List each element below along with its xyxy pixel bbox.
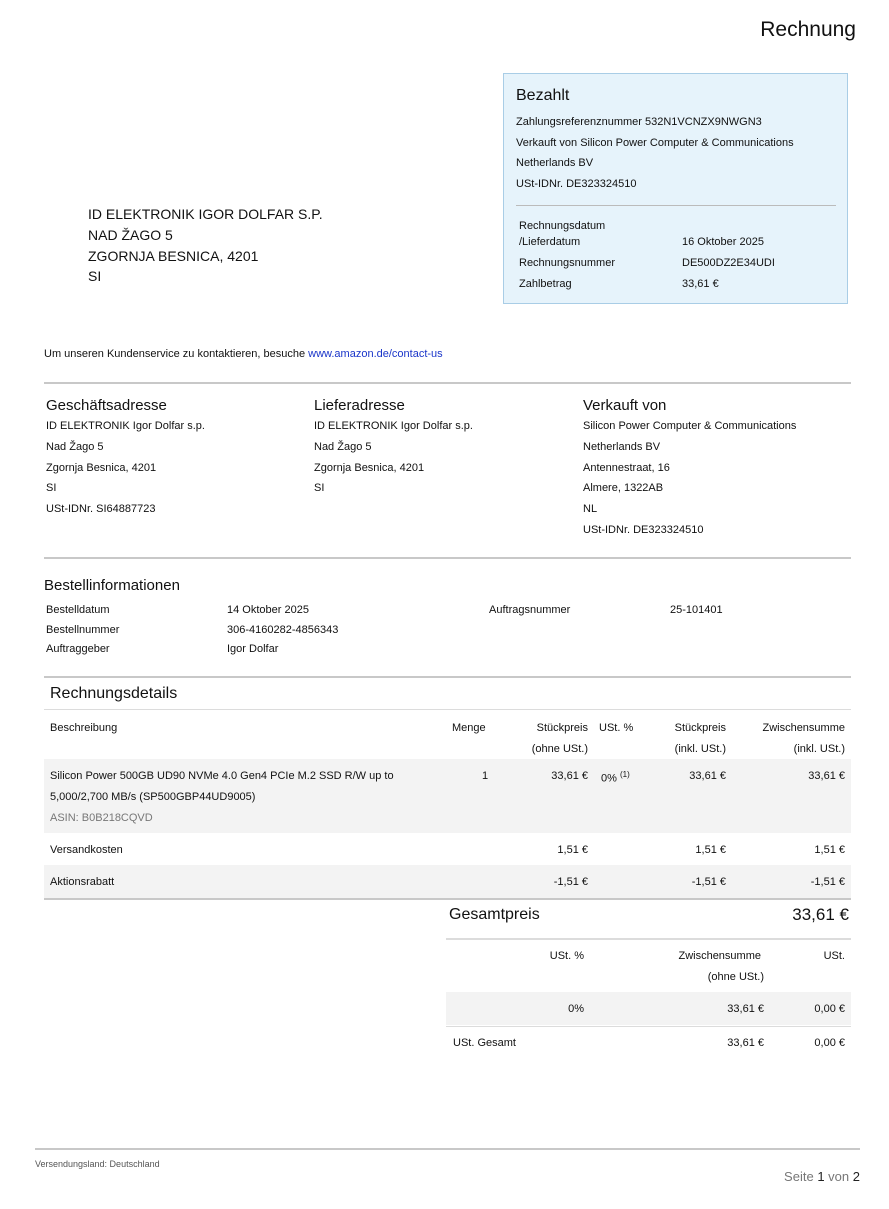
invoice-number-label: Rechnungsnummer — [519, 257, 615, 269]
total-value: 33,61 € — [792, 905, 849, 924]
vat-row — [446, 992, 851, 1025]
shipping-line: Zgornja Besnica, 4201 — [314, 462, 425, 474]
divider — [44, 898, 851, 900]
billing-heading: Geschäftsadresse — [46, 397, 167, 414]
discount-unit-gross: -1,51 € — [691, 876, 726, 888]
vat-total-subtotal: 33,61 € — [727, 1037, 764, 1049]
header-subtotal-note: (inkl. USt.) — [793, 743, 845, 755]
invoice-date-value: 16 Oktober 2025 — [682, 236, 764, 248]
item-quantity: 1 — [482, 770, 489, 782]
order-info-heading: Bestellinformationen — [44, 577, 180, 594]
buyer-label: Auftraggeber — [46, 643, 110, 655]
seller-line: Antennestraat, 16 — [583, 462, 670, 474]
seller-line: Netherlands BV — [583, 441, 661, 453]
shipping-unit-net: 1,51 € — [557, 844, 588, 856]
invoice-date-label: Rechnungsdatum — [519, 220, 606, 232]
vat-rate-header: USt. % — [549, 950, 584, 962]
divider — [446, 938, 851, 940]
item-vat-rate — [601, 770, 630, 785]
item-subtotal: 33,61 € — [808, 770, 845, 782]
total-label: Gesamtpreis — [449, 906, 540, 923]
order-date-value: 14 Oktober 2025 — [227, 604, 309, 616]
order-number-value: 306-4160282-4856343 — [227, 624, 339, 636]
item-unit-gross: 33,61 € — [689, 770, 726, 782]
seller-heading: Verkauft von — [583, 397, 667, 414]
seller-vat-id: USt-IDNr. DE323324510 — [516, 178, 637, 190]
shipping-line: Nad Žago 5 — [314, 441, 372, 453]
contact-note — [44, 348, 443, 360]
vat-subtotal-header: Zwischensumme — [678, 950, 761, 962]
discount-subtotal: -1,51 € — [810, 876, 845, 888]
order-date-label: Bestelldatum — [46, 604, 110, 616]
shipping-heading: Lieferadresse — [314, 397, 405, 414]
item-vat-value: 0% — [601, 772, 617, 785]
header-subtotal: Zwischensumme — [762, 722, 845, 734]
discount-unit-net: -1,51 € — [553, 876, 588, 888]
vat-total-label: USt. Gesamt — [453, 1037, 516, 1049]
seller-line-2: Netherlands BV — [516, 157, 594, 169]
page-word: Seite — [784, 1169, 814, 1184]
recipient-line: NAD ŽAGO 5 — [88, 227, 173, 243]
shipping-subtotal: 1,51 € — [814, 844, 845, 856]
order-number-label: Bestellnummer — [46, 624, 120, 636]
page-indicator — [784, 1169, 860, 1184]
vat-row-rate: 0% — [568, 1003, 584, 1015]
footer-divider — [35, 1148, 860, 1150]
invoice-number-value: DE500DZ2E34UDI — [682, 257, 775, 269]
divider — [44, 676, 851, 678]
billing-line: SI — [46, 482, 57, 494]
delivery-date-label: /Lieferdatum — [519, 236, 581, 248]
billing-line: ID ELEKTRONIK Igor Dolfar s.p. — [46, 420, 205, 432]
paid-heading: Bezahlt — [516, 87, 570, 104]
seller-line: NL — [583, 503, 598, 515]
recipient-line: ZGORNJA BESNICA, 4201 — [88, 248, 259, 264]
item-unit-net: 33,61 € — [551, 770, 588, 782]
vat-row-amount: 0,00 € — [814, 1003, 845, 1015]
vat-row-subtotal: 33,61 € — [727, 1003, 764, 1015]
job-number-value: 25-101401 — [670, 604, 723, 616]
amount-label: Zahlbetrag — [519, 278, 572, 290]
buyer-value: Igor Dolfar — [227, 643, 279, 655]
shipping-line: SI — [314, 482, 325, 494]
shipping-cost-label: Versandkosten — [50, 844, 123, 856]
item-description-line-1: Silicon Power 500GB UD90 NVMe 4.0 Gen4 PCIe M.2 SSD R/W up to — [50, 770, 394, 782]
contact-text: Um unseren Kundenservice zu kontaktieren, besuche — [44, 348, 309, 360]
seller-line-1: Verkauft von Silicon Power Computer & Communications — [516, 137, 794, 149]
vat-amount-header: USt. — [823, 950, 845, 962]
recipient-line: ID ELEKTRONIK IGOR DOLFAR S.P. — [88, 206, 323, 222]
page-number: 1 — [817, 1169, 825, 1184]
recipient-line: SI — [88, 268, 102, 284]
billing-line: Zgornja Besnica, 4201 — [46, 462, 157, 474]
divider — [44, 557, 851, 559]
vat-subtotal-header-note: (ohne USt.) — [707, 971, 764, 983]
seller-line: Almere, 1322AB — [583, 482, 664, 494]
paid-box-divider — [516, 205, 836, 206]
discount-label: Aktionsrabatt — [50, 876, 115, 888]
seller-line: Silicon Power Computer & Communications — [583, 420, 797, 432]
header-unit-net: Stückpreis — [536, 722, 588, 734]
vat-total-amount: 0,00 € — [814, 1037, 845, 1049]
billing-line: USt-IDNr. SI64887723 — [46, 503, 156, 515]
item-vat-footnote: (1) — [619, 770, 630, 779]
header-description: Beschreibung — [50, 722, 118, 734]
payment-summary-box — [503, 73, 848, 304]
job-number-label: Auftragsnummer — [489, 604, 571, 616]
divider — [44, 382, 851, 384]
payment-reference: Zahlungsreferenznummer 532N1VCNZX9NWGN3 — [516, 116, 762, 128]
divider — [44, 709, 851, 710]
header-unit-gross-note: (inkl. USt.) — [674, 743, 726, 755]
shipping-unit-gross: 1,51 € — [695, 844, 726, 856]
item-description-line-2: 5,000/2,700 MB/s (SP500GBP44UD9005) — [50, 791, 256, 803]
shipping-country: Versendungsland: Deutschland — [35, 1159, 160, 1169]
divider — [446, 1026, 851, 1027]
header-quantity: Menge — [452, 722, 486, 734]
header-unit-net-note: (ohne USt.) — [531, 743, 588, 755]
shipping-line: ID ELEKTRONIK Igor Dolfar s.p. — [314, 420, 473, 432]
item-asin: ASIN: B0B218CQVD — [50, 812, 153, 824]
amount-value: 33,61 € — [682, 278, 719, 290]
page-count: 2 — [852, 1169, 860, 1184]
details-heading: Rechnungsdetails — [50, 685, 178, 702]
header-unit-gross: Stückpreis — [674, 722, 726, 734]
header-vat-rate: USt. % — [599, 722, 634, 734]
of-word: von — [828, 1169, 850, 1184]
contact-link[interactable]: www.amazon.de/contact-us — [308, 348, 443, 360]
billing-line: Nad Žago 5 — [46, 441, 104, 453]
discount-row — [44, 865, 851, 898]
document-title: Rechnung — [760, 18, 856, 41]
seller-line: USt-IDNr. DE323324510 — [583, 524, 704, 536]
